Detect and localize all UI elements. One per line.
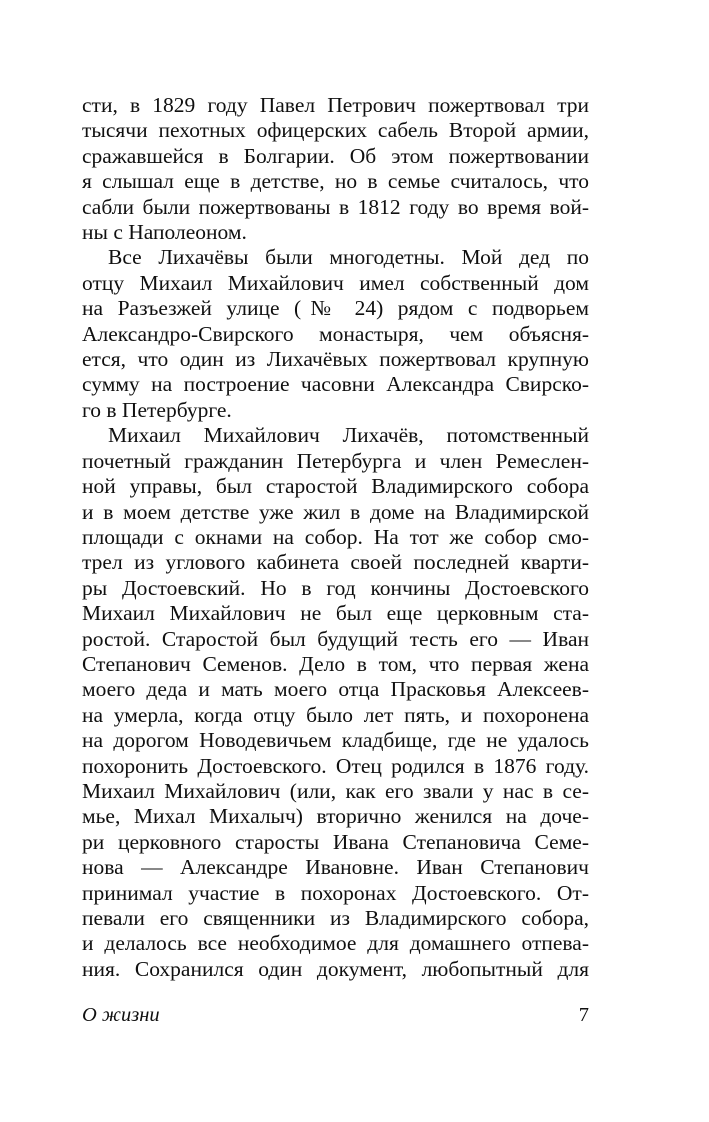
text-line: сти, в 1829 году Павел Петрович пожертвовал три xyxy=(82,93,589,117)
text-line: сражавшейся в Болгарии. Об этом пожертвовании xyxy=(82,143,589,168)
text-line: ры Достоевский. Но в год кончины Достоевского xyxy=(82,575,589,600)
text-line: похоронить Достоевского. Отец родился в 1876 году. xyxy=(82,753,589,778)
text-line: трел из углового кабинета своей последней кварти- xyxy=(82,550,589,575)
page-number: 7 xyxy=(578,1004,589,1026)
text-line: го в Петербурге. xyxy=(82,397,232,422)
text-line: ния. Сохранился один документ, любопытный для xyxy=(82,956,589,981)
text-line: я слышал еще в детстве, но в семье считалось, что xyxy=(82,169,589,194)
running-title: О жизни xyxy=(82,1004,160,1026)
text-line: ной управы, был старостой Владимирского собора xyxy=(82,474,589,499)
text-line: Михаил Михайлович не был еще церковным ста- xyxy=(82,601,589,626)
text-line: ется, что один из Лихачёвых пожертвовал крупную xyxy=(82,347,589,372)
text-line: сумму на построение часовни Александра Свирско- xyxy=(82,372,589,397)
text-line: отцу Михаил Михайлович имел собственный дом xyxy=(82,270,589,295)
text-line: Все Лихачёвы были многодетны. Мой дед по xyxy=(108,245,589,270)
text-line: мье, Михал Михалыч) вторично женился на доче- xyxy=(82,804,589,829)
text-line: моего деда и мать моего отца Прасковья Алексеев- xyxy=(82,677,589,702)
text-line: ростой. Старостой был будущий тесть его — Иван xyxy=(82,626,589,651)
text-line: на Разъезжей улице (№ 24) рядом с подворьем xyxy=(82,296,589,321)
text-line: ны с Наполеоном. xyxy=(82,220,247,245)
text-line: Степанович Семенов. Дело в том, что первая жена xyxy=(82,651,589,676)
text-line: на умерла, когда отцу было лет пять, и похоронена xyxy=(82,702,589,727)
text-line: почетный гражданин Петербурга и член Ремеслен- xyxy=(82,448,589,473)
text-line: ри церковного старосты Ивана Степановича Семе- xyxy=(82,829,589,854)
text-line: и в моем детстве уже жил в доме на Владимирской xyxy=(82,499,589,524)
text-line: Михаил Михайлович (или, как его звали у нас в се- xyxy=(82,778,589,803)
text-line: площади с окнами на собор. На тот же собор смо- xyxy=(82,524,589,549)
text-line: нова — Александре Ивановне. Иван Степанович xyxy=(82,855,589,880)
body-text xyxy=(82,93,589,982)
text-line: сабли были пожертвованы в 1812 году во время вой- xyxy=(82,194,589,219)
text-line: принимал участие в похоронах Достоевского. От- xyxy=(82,880,589,905)
text-line: тысячи пехотных офицерских сабель Второй армии, xyxy=(82,118,589,143)
page-footer xyxy=(82,1003,589,1028)
text-line: на дорогом Новодевичьем кладбище, где не удалось xyxy=(82,728,589,753)
text-line: Михаил Михайлович Лихачёв, потомственный xyxy=(108,423,589,448)
text-line: Александро-Свирского монастыря, чем объясня- xyxy=(82,321,589,346)
text-line: и делалось все необходимое для домашнего отпева- xyxy=(82,931,589,956)
text-line: певали его священники из Владимирского собора, xyxy=(82,906,589,930)
